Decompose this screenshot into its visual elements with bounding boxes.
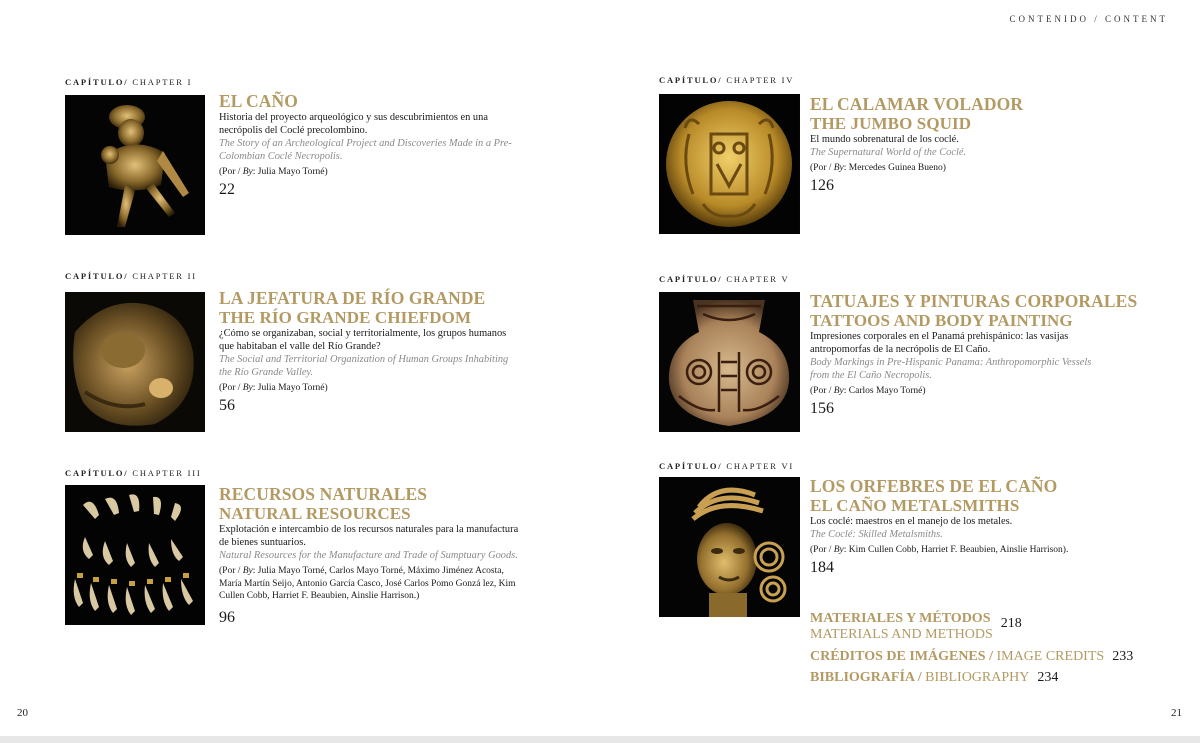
title-en[interactable]: TATTOOS AND BODY PAINTING <box>810 311 1073 330</box>
right-page-number: 21 <box>1171 707 1182 719</box>
credits-page: 233 <box>1112 649 1134 664</box>
title-en[interactable]: THE RÍO GRANDE CHIEFDOM <box>219 308 472 327</box>
gold-pendant-image <box>65 292 205 432</box>
biblio-sep: / <box>914 670 926 685</box>
page-number[interactable]: 56 <box>219 396 235 414</box>
chapter-text <box>219 92 519 199</box>
title-en[interactable]: THE JUMBO SQUID <box>810 114 972 133</box>
chapter-label: CAPÍTULO/ CHAPTER I <box>65 77 193 87</box>
desc-en: Body Markings in Pre-Hispanic Panama: Anthropomorphic Vessels from the El Caño Necropolis. <box>810 357 1092 381</box>
page-number[interactable]: 96 <box>219 608 235 626</box>
chapter-label: CAPÍTULO/ CHAPTER V <box>659 274 790 284</box>
page-number[interactable]: 22 <box>219 180 235 198</box>
credits-title-es: CRÉDITOS DE IMÁGENES <box>810 649 986 664</box>
title-es[interactable]: RECURSOS NATURALES <box>219 484 428 504</box>
desc-es: Impresiones corporales en el Panamá prehispánico: las vasijas antropomorfas de la necrópolis de El Caño. <box>810 331 1069 355</box>
materials-entry[interactable] <box>810 611 1022 643</box>
title-en[interactable]: NATURAL RESOURCES <box>219 504 411 523</box>
page-number[interactable]: 126 <box>810 176 834 194</box>
biblio-title-en: BIBLIOGRAPHY <box>925 670 1030 685</box>
chapter-label: CAPÍTULO/ CHAPTER IV <box>659 75 795 85</box>
gold-disc-image <box>659 94 800 234</box>
title-es[interactable]: LA JEFATURA DE RÍO GRANDE <box>219 288 486 308</box>
byline: (Por / By: Kim Cullen Cobb, Harriet F. Beaubien, Ainslie Harrison). <box>810 545 1069 555</box>
desc-en: The Supernatural World of the Coclé. <box>810 147 967 158</box>
chapter-text <box>219 289 519 415</box>
running-head: CONTENIDO / CONTENT <box>1009 14 1168 24</box>
biblio-title-es: BIBLIOGRAFÍA <box>810 670 915 685</box>
gold-figurine-image <box>65 95 205 235</box>
bibliography-entry[interactable] <box>810 668 1058 686</box>
materials-title-es: MATERIALES Y MÉTODOS <box>810 611 991 626</box>
desc-en: The Coclé: Skilled Metalsmiths. <box>810 529 943 540</box>
gold-head-figure-image <box>659 477 800 617</box>
title-es[interactable]: LOS ORFEBRES DE EL CAÑO <box>810 476 1058 496</box>
desc-en: Natural Resources for the Manufacture and Trade of Sumptuary Goods. <box>219 550 518 561</box>
painted-vessel-image <box>659 292 800 432</box>
chapter-label: CAPÍTULO/ CHAPTER II <box>65 271 197 281</box>
chapter-text <box>219 485 519 627</box>
credits-sep: / <box>985 649 997 664</box>
title-en[interactable]: EL CAÑO METALSMITHS <box>810 496 1020 515</box>
desc-en: The Story of an Archeological Project and Discoveries Made in a Pre-Colombian Coclé Necropolis. <box>219 138 512 162</box>
bottom-band <box>0 736 1200 743</box>
byline: (Por / By: Julia Mayo Torné) <box>219 167 328 177</box>
desc-es: ¿Cómo se organizaban, social y territorialmente, los grupos humanos que habitaban el valle del Río Grande? <box>219 328 507 352</box>
page-number[interactable]: 184 <box>810 558 834 576</box>
chapter-text <box>810 477 1110 577</box>
desc-es: El mundo sobrenatural de los coclé. <box>810 134 959 145</box>
byline: (Por / By: Julia Mayo Torné) <box>219 383 328 393</box>
byline: (Por / By: Mercedes Guinea Bueno) <box>810 163 946 173</box>
chapter-label: CAPÍTULO/ CHAPTER VI <box>659 461 795 471</box>
title-es[interactable]: EL CAÑO <box>219 91 298 111</box>
credits-title-en: IMAGE CREDITS <box>996 649 1105 664</box>
left-page-number: 20 <box>17 707 28 719</box>
credits-entry[interactable] <box>810 647 1133 665</box>
materials-title-en: MATERIALS AND METHODS <box>810 627 993 642</box>
chapter-label: CAPÍTULO/ CHAPTER III <box>65 468 202 478</box>
materials-page: 218 <box>1000 616 1022 631</box>
biblio-page: 234 <box>1037 670 1059 685</box>
tooth-necklace-image <box>65 485 205 625</box>
desc-es: Los coclé: maestros en el manejo de los metales. <box>810 516 1013 527</box>
page-number[interactable]: 156 <box>810 399 834 417</box>
chapter-text <box>810 291 1138 418</box>
title-es[interactable]: TATUAJES Y PINTURAS CORPORALES <box>810 291 1138 311</box>
chapter-text <box>810 95 1110 195</box>
byline: (Por / By: Julia Mayo Torné, Carlos Mayo Torné, Máximo Jiménez Acosta, María Martín Seijo, Antonio García Casco, José Carlos Pomo Gonzá lez, Kim Cullen Cobb, Harriet F. Beaubien, Ainslie Harrison.) <box>219 566 516 601</box>
byline: (Por / By: Carlos Mayo Torné) <box>810 386 926 396</box>
title-es[interactable]: EL CALAMAR VOLADOR <box>810 94 1024 114</box>
desc-es: Historia del proyecto arqueológico y sus descubrimientos en una necrópolis del Coclé precolombino. <box>219 112 488 136</box>
desc-en: The Social and Territorial Organization of Human Groups Inhabiting the Río Grande Valley. <box>219 354 509 378</box>
desc-es: Explotación e intercambio de los recursos naturales para la manufactura de bienes suntuarios. <box>219 524 519 548</box>
